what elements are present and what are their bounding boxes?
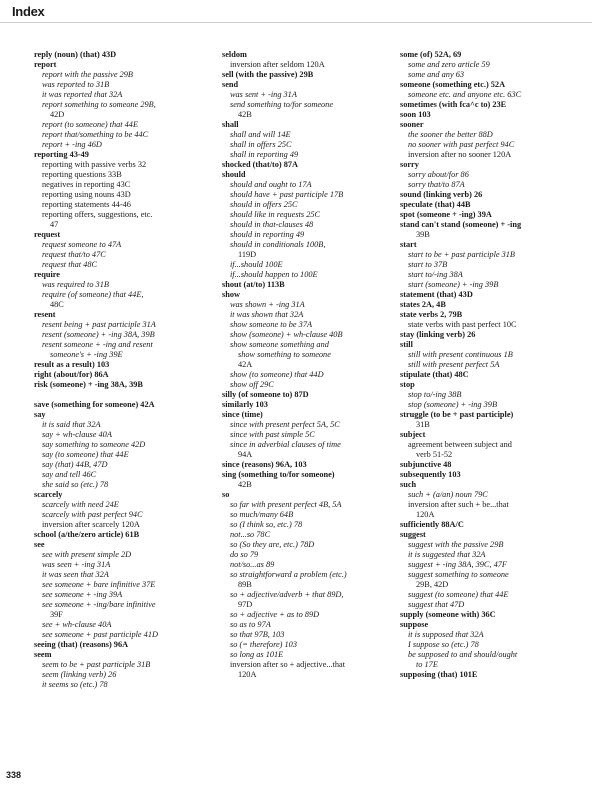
index-subentry: reporting statements 44-46 [42, 200, 131, 209]
index-subentry: start to/-ing 38A [408, 270, 463, 279]
index-subentry: inversion after seldom 120A [230, 60, 325, 69]
index-headword: since (reasons) 96A, 103 [222, 460, 307, 469]
index-subentry: some and zero article 59 [408, 60, 490, 69]
index-subentry: it is said that 32A [42, 420, 101, 429]
index-subentry: should in conditionals 100B, [230, 240, 326, 249]
index-subentry: if...should happen to 100E [230, 270, 318, 279]
index-subentry: say something to someone 42D [42, 440, 146, 449]
index-subentry: since in adverbial clauses of time [230, 440, 341, 449]
index-headword: require [34, 270, 60, 279]
index-headword: similarly 103 [222, 400, 268, 409]
index-subentry: should in that-clauses 48 [230, 220, 314, 229]
index-headword: request [34, 230, 61, 239]
index-headword: subject [400, 430, 426, 439]
index-column-1 [34, 50, 224, 690]
index-subentry: should have + past participle 17B [230, 190, 344, 199]
index-subentry: say and tell 46C [42, 470, 97, 479]
index-subentry: state verbs with past perfect 10C [408, 320, 517, 329]
index-headword: resent [34, 310, 56, 319]
index-subentry: it is supposed that 32A [408, 630, 484, 639]
index-subentry: shall in offers 25C [230, 140, 292, 149]
index-subentry: report with the passive 29B [42, 70, 133, 79]
index-subentry: since with present perfect 5A, 5C [230, 420, 340, 429]
index-headword: so [222, 490, 230, 499]
index-subentry: suggest something to someone [408, 570, 509, 579]
index-subentry: show someone something and [230, 340, 329, 349]
index-subentry: 31B [416, 420, 430, 429]
index-subentry: should in offers 25C [230, 200, 298, 209]
index-subentry: negatives in reporting 43C [42, 180, 131, 189]
index-headword: show [222, 290, 240, 299]
index-subentry: see someone + -ing/bare infinitive [42, 600, 156, 609]
index-subentry: show (someone) + wh-clause 40B [230, 330, 343, 339]
index-header: Index [12, 4, 45, 19]
index-headword: risk (someone) + -ing 38A, 39B [34, 380, 143, 389]
index-subentry: so (= therefore) 103 [230, 640, 297, 649]
index-subentry: so far with present perfect 4B, 5A [230, 500, 342, 509]
index-headword: sorry [400, 160, 419, 169]
index-headword: subjunctive 48 [400, 460, 452, 469]
index-headword: such [400, 480, 417, 489]
index-headword: spot (someone + -ing) 39A [400, 210, 492, 219]
page-number: 338 [6, 770, 22, 780]
index-headword: sing (something to/for someone) [222, 470, 335, 479]
index-subentry: report + -ing 46D [42, 140, 102, 149]
index-headword: save (something for someone) 42A [34, 400, 155, 409]
index-headword: seeing (that) (reasons) 96A [34, 640, 129, 649]
index-subentry: seem (linking verb) 26 [42, 670, 117, 679]
index-subentry: it was seen that 32A [42, 570, 109, 579]
index-gap [34, 390, 224, 400]
index-subentry: scarcely with past perfect 94C [42, 510, 143, 519]
index-subentry: inversion after such + be...that [408, 500, 509, 509]
index-headword: should [222, 170, 246, 179]
index-headword: someone (something etc.) 52A [400, 80, 506, 89]
index-subentry: suggest (to someone) that 44E [408, 590, 509, 599]
index-subentry: 47 [50, 220, 59, 229]
index-subentry: it was shown that 32A [230, 310, 304, 319]
index-subentry: start to be + past participle 31B [408, 250, 516, 259]
index-subentry: see someone + bare infinitive 37E [42, 580, 156, 589]
index-subentry: reporting with passive verbs 32 [42, 160, 147, 169]
index-subentry: still with present continuous 1B [408, 350, 513, 359]
index-headword: since (time) [222, 410, 263, 419]
index-subentry: agreement between subject and [408, 440, 512, 449]
index-subentry: it is suggested that 32A [408, 550, 486, 559]
index-headword: suppose [400, 620, 429, 629]
index-subentry: request that 48C [42, 260, 98, 269]
index-subentry: so + adjective/adverb + that 89D, [230, 590, 344, 599]
index-subentry: so as to 97A [230, 620, 271, 629]
index-headword: school (a/the/zero article) 61B [34, 530, 140, 539]
index-headword: reply (noun) (that) 43D [34, 50, 117, 59]
index-subentry: reporting offers, suggestions, etc. [42, 210, 153, 219]
index-subentry: resent (someone) + -ing 38A, 39B [42, 330, 155, 339]
index-subentry: request that/to 47C [42, 250, 106, 259]
index-subentry: do so 79 [230, 550, 259, 559]
index-headword: shocked (that/to) 87A [222, 160, 299, 169]
index-subentry: require (of someone) that 44E, [42, 290, 144, 299]
index-subentry: so long as 101E [230, 650, 284, 659]
index-subentry: 120A [238, 670, 257, 679]
index-headword: stay (linking verb) 26 [400, 330, 476, 339]
index-subentry: 42B [238, 110, 252, 119]
index-subentry: I suppose so (etc.) 78 [408, 640, 479, 649]
index-subentry: such + (a/an) noun 79C [408, 490, 488, 499]
index-subentry: suggest that 47D [408, 600, 465, 609]
index-subentry: show (to someone) that 44D [230, 370, 324, 379]
index-subentry: see someone + past participle 41D [42, 630, 158, 639]
index-headword: stop [400, 380, 415, 389]
index-headword: reporting 43-49 [34, 150, 89, 159]
index-headword: sound (linking verb) 26 [400, 190, 483, 199]
index-subentry: she said so (etc.) 78 [42, 480, 109, 489]
index-subentry: should in reporting 49 [230, 230, 305, 239]
index-subentry: so straightforward a problem (etc.) [230, 570, 347, 579]
index-headword: soon 103 [400, 110, 431, 119]
index-subentry: reporting using nouns 43D [42, 190, 131, 199]
index-subentry: since with past simple 5C [230, 430, 315, 439]
index-headword: shout (at/to) 113B [222, 280, 285, 289]
index-subentry: 94A [238, 450, 253, 459]
index-subentry: show something to someone [238, 350, 331, 359]
index-subentry: show someone to be 37A [230, 320, 313, 329]
index-headword: report [34, 60, 57, 69]
index-headword: seldom [222, 50, 247, 59]
index-subentry: stop (someone) + -ing 39B [408, 400, 498, 409]
index-headword: sooner [400, 120, 424, 129]
index-subentry: should and ought to 17A [230, 180, 312, 189]
index-subentry: still with present perfect 5A [408, 360, 500, 369]
index-subentry: 97D [238, 600, 253, 609]
index-subentry: 89B [238, 580, 252, 589]
index-subentry: shall and will 14E [230, 130, 291, 139]
index-headword: shall [222, 120, 239, 129]
index-subentry: verb 51-52 [416, 450, 453, 459]
index-column-2 [222, 50, 412, 680]
index-headword: scarcely [34, 490, 63, 499]
index-headword: sufficiently 88A/C [400, 520, 464, 529]
index-subentry: resent someone + -ing and resent [42, 340, 153, 349]
index-subentry: suggest with the passive 29B [408, 540, 504, 549]
index-subentry: was sent + -ing 31A [230, 90, 297, 99]
index-subentry: see someone + -ing 39A [42, 590, 123, 599]
index-subentry: was seen + -ing 31A [42, 560, 111, 569]
index-headword: sell (with the passive) 29B [222, 70, 314, 79]
index-headword: struggle (to be + past participle) [400, 410, 514, 419]
index-subentry: so that 97B, 103 [230, 630, 285, 639]
index-subentry: send something to/for someone [230, 100, 334, 109]
index-subentry: inversion after no sooner 120A [408, 150, 512, 159]
index-headword: right (about/for) 86A [34, 370, 109, 379]
index-subentry: the sooner the better 88D [408, 130, 493, 139]
index-headword: some (of) 52A, 69 [400, 50, 462, 59]
index-subentry: if...should 100E [230, 260, 283, 269]
index-subentry: report that/something to be 44C [42, 130, 149, 139]
index-headword: result as a result) 103 [34, 360, 110, 369]
index-subentry: so (So they are, etc.) 78D [230, 540, 315, 549]
index-subentry: seem to be + past participle 31B [42, 660, 151, 669]
index-subentry: 42B [238, 480, 252, 489]
header-divider [0, 22, 592, 23]
index-subentry: report (to someone) that 44E [42, 120, 139, 129]
index-subentry: inversion after so + adjective...that [230, 660, 346, 669]
index-subentry: scarcely with need 24E [42, 500, 119, 509]
index-subentry: not...so 78C [230, 530, 271, 539]
index-subentry: it was reported that 32A [42, 90, 123, 99]
index-subentry: reporting questions 33B [42, 170, 122, 179]
index-headword: speculate (that) 44B [400, 200, 471, 209]
index-subentry: suggest + -ing 38A, 39C, 47F [408, 560, 507, 569]
index-subentry: say (to someone) that 44E [42, 450, 129, 459]
index-subentry: request someone to 47A [42, 240, 122, 249]
index-headword: sometimes (with fca^c to) 23E [400, 100, 507, 109]
index-subentry: to 17E [416, 660, 438, 669]
index-subentry: report something to someone 29B, [42, 100, 156, 109]
index-headword: states 2A, 4B [400, 300, 446, 309]
index-headword: start [400, 240, 417, 249]
index-headword: statement (that) 43D [400, 290, 473, 299]
index-subentry: start (someone) + -ing 39B [408, 280, 499, 289]
index-headword: send [222, 80, 239, 89]
index-subentry: see with present simple 2D [42, 550, 132, 559]
index-headword: seem [34, 650, 52, 659]
index-subentry: stop to/-ing 38B [408, 390, 462, 399]
index-headword: still [400, 340, 413, 349]
index-headword: supposing (that) 101E [400, 670, 478, 679]
index-subentry: sorry about/for 86 [408, 170, 469, 179]
index-subentry: was required to 31B [42, 280, 109, 289]
index-subentry: so + adjective + as to 89D [230, 610, 320, 619]
index-headword: stand can't stand (someone) + -ing [400, 220, 522, 229]
index-subentry: 39F [50, 610, 63, 619]
index-subentry: 120A [416, 510, 435, 519]
index-subentry: was reported to 31B [42, 80, 110, 89]
index-subentry: resent being + past participle 31A [42, 320, 156, 329]
index-subentry: inversion after scarcely 120A [42, 520, 140, 529]
index-subentry: some and any 63 [408, 70, 464, 79]
index-subentry: someone etc. and anyone etc. 63C [408, 90, 522, 99]
index-subentry: not/so...as 89 [230, 560, 275, 569]
index-subentry: 119D [238, 250, 257, 259]
index-subentry: it seems so (etc.) 78 [42, 680, 108, 689]
index-column-3 [400, 50, 590, 680]
index-headword: see [34, 540, 45, 549]
index-subentry: 39B [416, 230, 430, 239]
index-subentry: was shown + -ing 31A [230, 300, 305, 309]
index-subentry: be supposed to and should/ought [408, 650, 518, 659]
index-subentry: say (that) 44B, 47D [42, 460, 108, 469]
index-subentry: start to 37B [408, 260, 448, 269]
index-subentry: 42A [238, 360, 253, 369]
index-subentry: show off 29C [230, 380, 274, 389]
index-subentry: should like in requests 25C [230, 210, 321, 219]
index-headword: supply (someone with) 36C [400, 610, 496, 619]
index-subentry: sorry that/to 87A [408, 180, 465, 189]
index-headword: silly (of someone to) 87D [222, 390, 309, 399]
index-headword: suggest [400, 530, 426, 539]
index-subentry: so (I think so, etc.) 78 [230, 520, 303, 529]
index-subentry: 29B, 42D [416, 580, 449, 589]
index-headword: say [34, 410, 46, 419]
index-subentry: say + wh-clause 40A [42, 430, 112, 439]
index-subentry: no sooner with past perfect 94C [408, 140, 515, 149]
index-subentry: shall in reporting 49 [230, 150, 299, 159]
index-subentry: so much/many 64B [230, 510, 294, 519]
index-headword: state verbs 2, 79B [400, 310, 463, 319]
index-headword: subsequently 103 [400, 470, 461, 479]
index-headword: stipulate (that) 48C [400, 370, 469, 379]
index-subentry: 42D [50, 110, 65, 119]
index-subentry: see + wh-clause 40A [42, 620, 112, 629]
index-subentry: 48C [50, 300, 64, 309]
index-subentry: someone's + -ing 39E [50, 350, 123, 359]
